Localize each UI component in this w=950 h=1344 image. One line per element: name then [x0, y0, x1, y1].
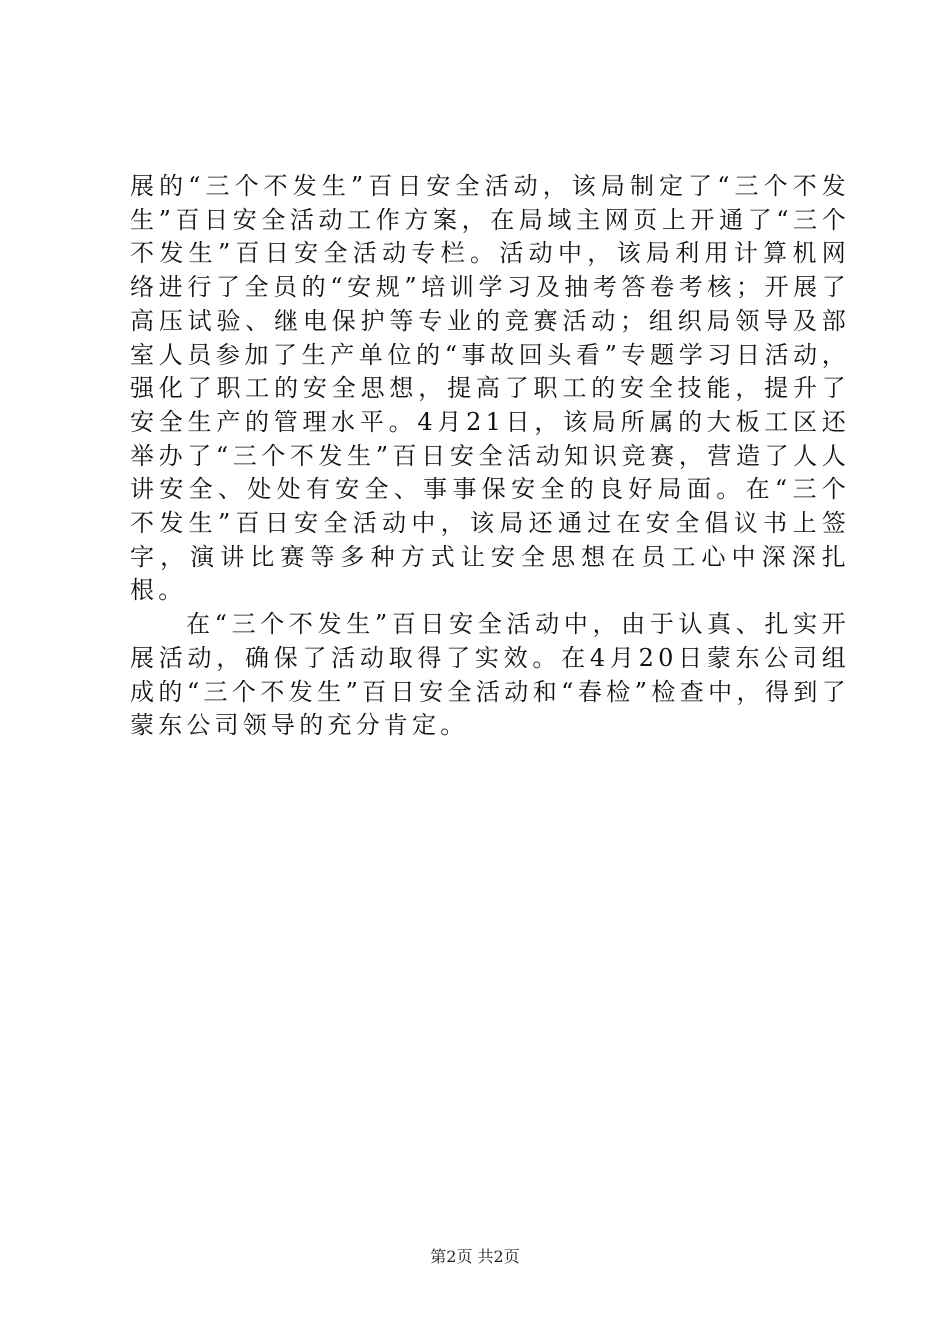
paragraph-1: 展的“三个不发生”百日安全活动，该局制定了“三个不发生”百日安全活动工作方案，在局域主网页上开通了“三个不发生”百日安全活动专栏。活动中，该局利用计算机网络进行了全员的“安规”培训学习及抽考答卷考核；开展了高压试验、继电保护等专业的竞赛活动；组织局领导及部室人员参加了生产单位的“事故回头看”专题学习日活动，强化了职工的安全思想，提高了职工的安全技能，提升了安全生产的管理水平。4月21日，该局所属的大板工区还举办了“三个不发生”百日安全活动知识竞赛，营造了人人讲安全、处处有安全、事事保安全的良好局面。在“三个不发生”百日安全活动中，该局还通过在安全倡议书上签字，演讲比赛等多种方式让安全思想在员工心中深深扎根。: [130, 172, 850, 605]
paragraph-2: 在“三个不发生”百日安全活动中，由于认真、扎实开展活动，确保了活动取得了实效。在4月20日蒙东公司组成的“三个不发生”百日安全活动和“春检”检查中，得到了蒙东公司领导的充分肯定。: [130, 610, 850, 740]
document-body: [130, 170, 850, 743]
page-footer: 第2页 共2页: [430, 1247, 520, 1266]
